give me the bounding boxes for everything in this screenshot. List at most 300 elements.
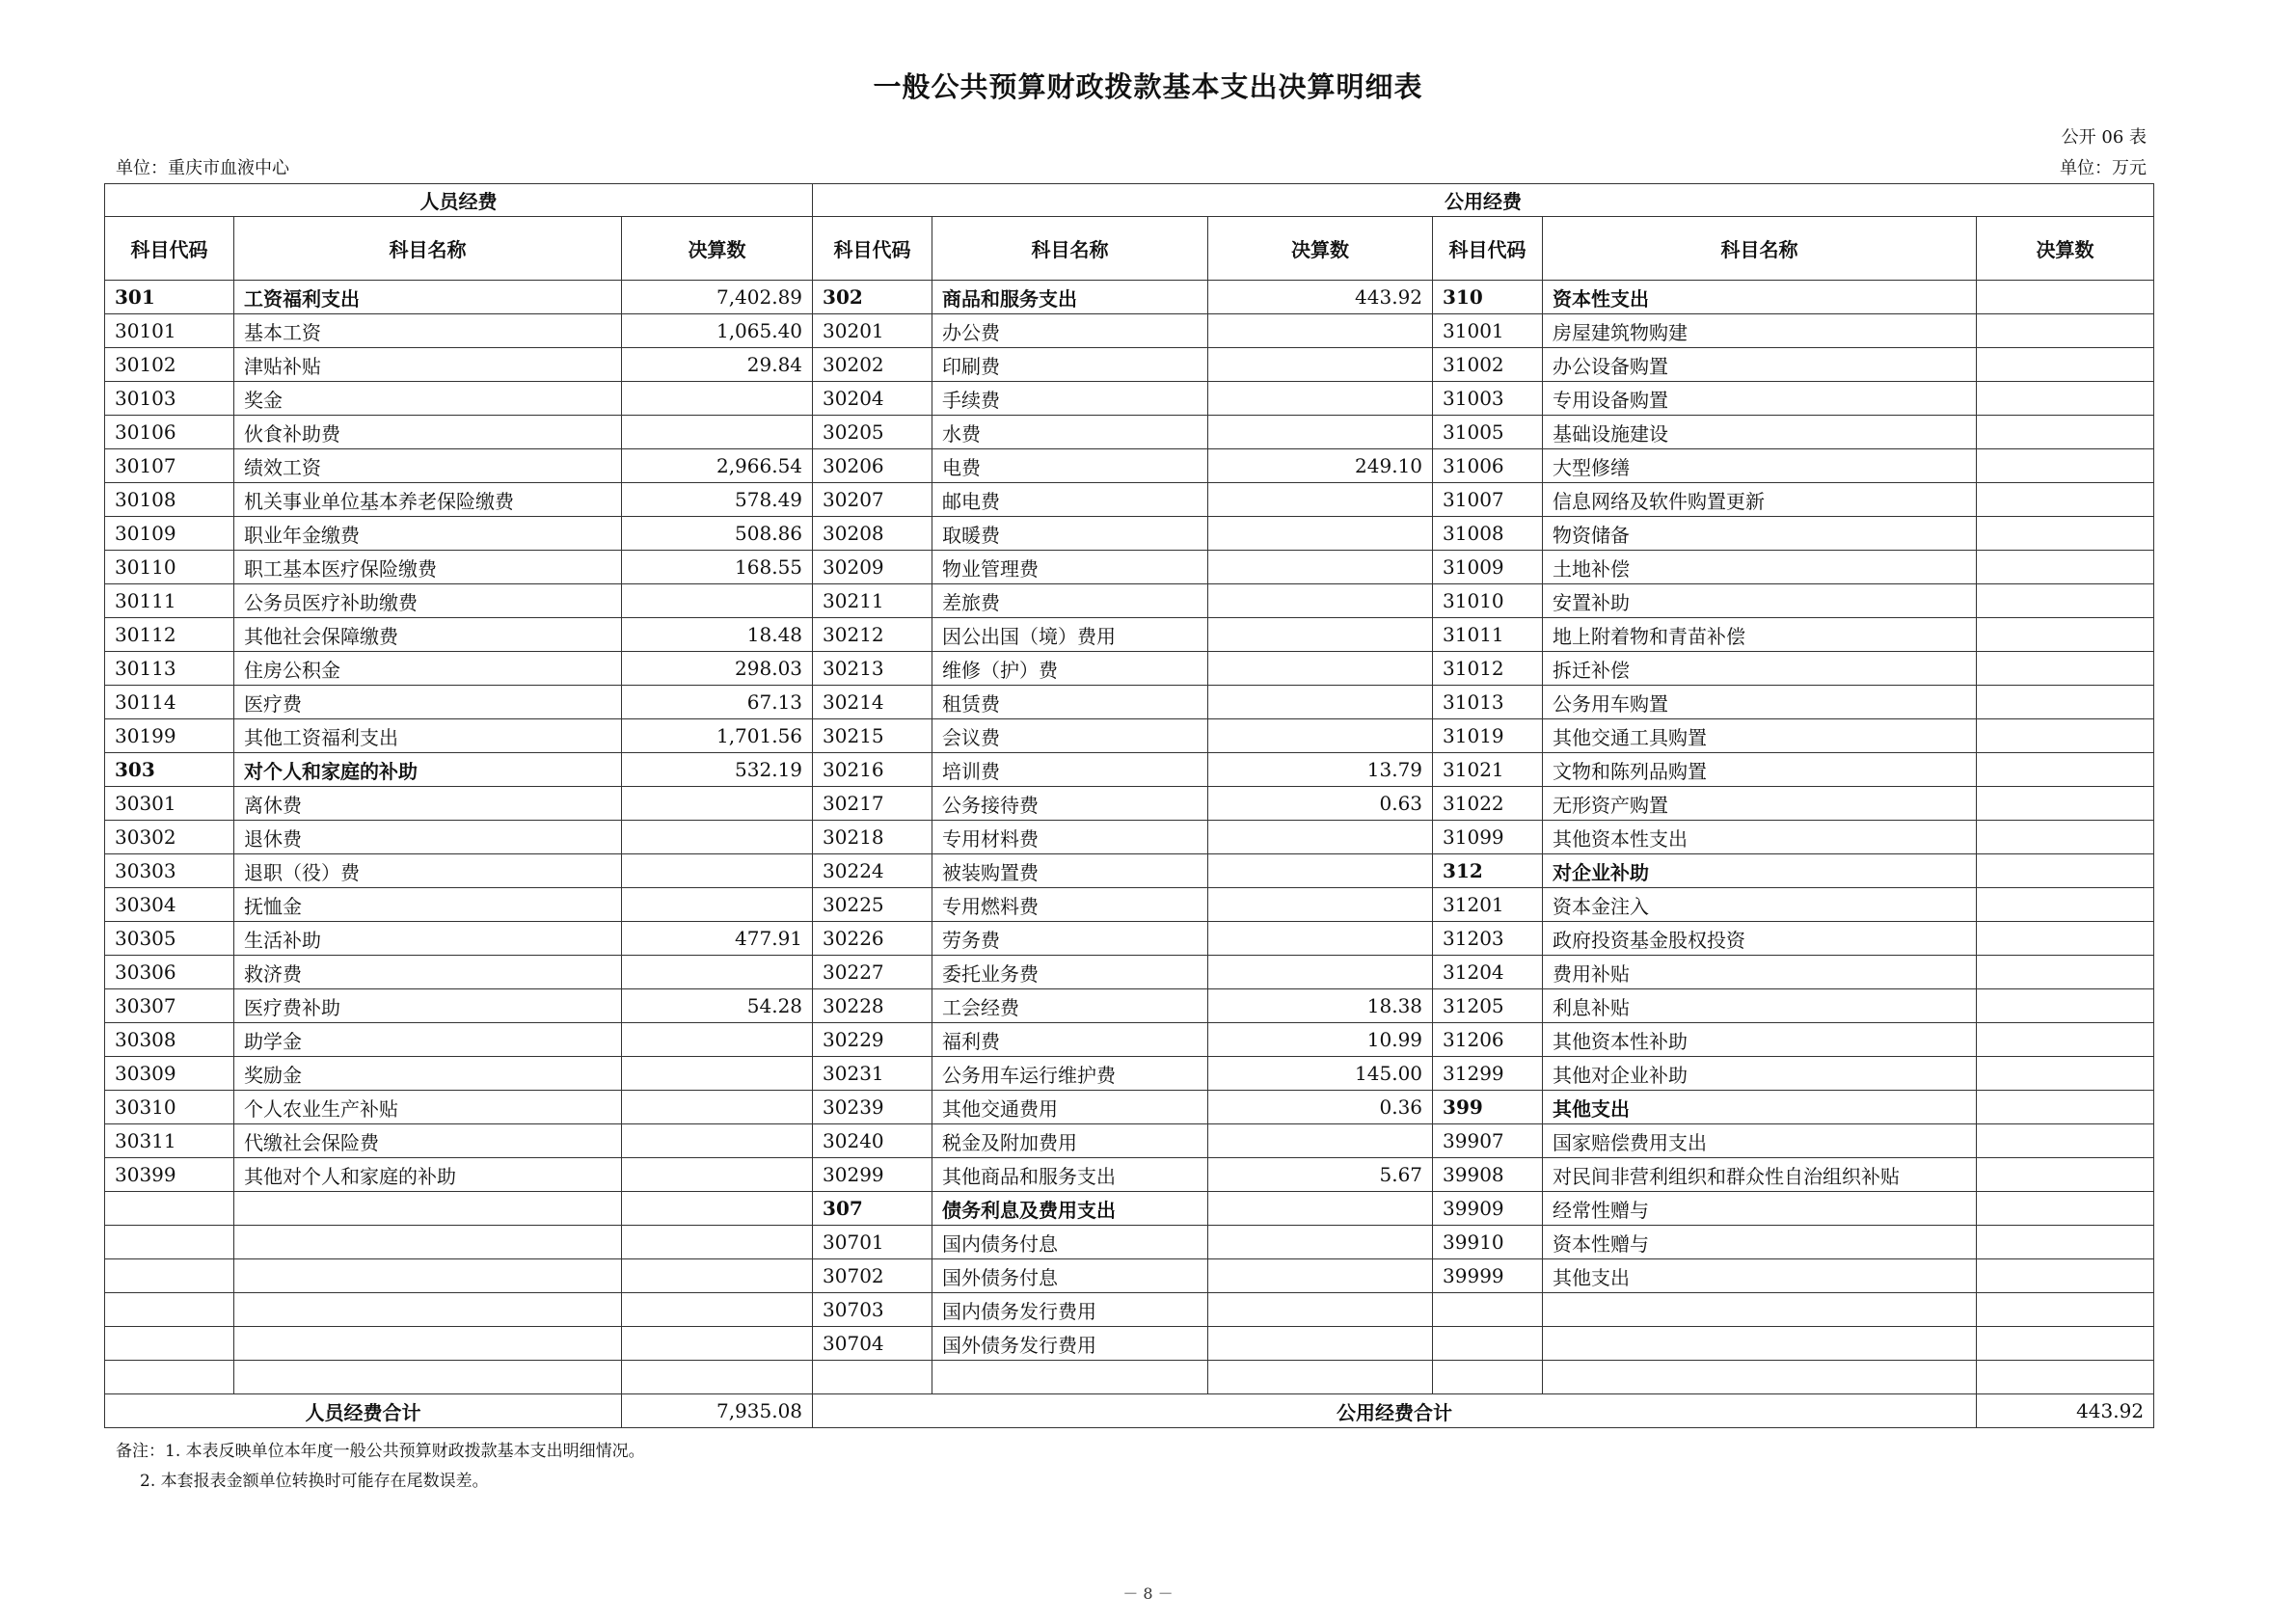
cell-code xyxy=(105,1259,234,1293)
cell-name: 工资福利支出 xyxy=(234,281,622,314)
cell-amount: 145.00 xyxy=(1208,1057,1433,1091)
cell-code: 30199 xyxy=(105,719,234,753)
cell-name: 经常性赠与 xyxy=(1543,1192,1977,1226)
cell-name: 对民间非营利组织和群众性自治组织补贴 xyxy=(1543,1158,1977,1192)
table-row xyxy=(105,584,2154,618)
cell-name: 医疗费 xyxy=(234,686,622,719)
unit-currency: 单位：万元 xyxy=(2060,158,2147,178)
cell-name: 利息补贴 xyxy=(1543,989,1977,1023)
cell-code: 310 xyxy=(1433,281,1543,314)
cell-code: 30214 xyxy=(813,686,932,719)
cell-code: 301 xyxy=(105,281,234,314)
table-row xyxy=(105,956,2154,989)
cell-name: 地上附着物和青苗补偿 xyxy=(1543,618,1977,652)
cell-amount xyxy=(622,1293,813,1327)
cell-code: 30307 xyxy=(105,989,234,1023)
cell-name: 拆迁补偿 xyxy=(1543,652,1977,686)
cell-code: 30114 xyxy=(105,686,234,719)
cell-amount xyxy=(1208,382,1433,416)
cell-amount xyxy=(1977,1091,2154,1124)
table-row xyxy=(105,821,2154,854)
cell-amount xyxy=(1208,956,1433,989)
cell-amount xyxy=(1977,888,2154,922)
cell-name: 水费 xyxy=(932,416,1208,449)
cell-code: 30309 xyxy=(105,1057,234,1091)
cell-code: 31206 xyxy=(1433,1023,1543,1057)
cell-code: 30310 xyxy=(105,1091,234,1124)
cell-amount xyxy=(1977,753,2154,787)
cell-name: 其他工资福利支出 xyxy=(234,719,622,753)
cell-code: 30301 xyxy=(105,787,234,821)
cell-amount xyxy=(1208,1293,1433,1327)
cell-name: 职业年金缴费 xyxy=(234,517,622,551)
cell-amount xyxy=(1977,719,2154,753)
cell-name: 邮电费 xyxy=(932,483,1208,517)
header-code: 科目代码 xyxy=(105,217,234,281)
cell-amount xyxy=(622,854,813,888)
cell-amount xyxy=(622,416,813,449)
cell-name: 会议费 xyxy=(932,719,1208,753)
cell-name: 房屋建筑物购建 xyxy=(1543,314,1977,348)
table-row xyxy=(105,922,2154,956)
cell-code: 30110 xyxy=(105,551,234,584)
cell-code: 30299 xyxy=(813,1158,932,1192)
cell-amount: 578.49 xyxy=(622,483,813,517)
cell-amount xyxy=(622,584,813,618)
cell-amount xyxy=(622,1327,813,1361)
table-row xyxy=(105,314,2154,348)
table-row xyxy=(105,1057,2154,1091)
cell-code: 30109 xyxy=(105,517,234,551)
cell-code: 30213 xyxy=(813,652,932,686)
cell-name: 安置补助 xyxy=(1543,584,1977,618)
totals-row xyxy=(105,1394,2154,1428)
cell-name: 劳务费 xyxy=(932,922,1208,956)
table-row xyxy=(105,449,2154,483)
cell-code: 30206 xyxy=(813,449,932,483)
table-row xyxy=(105,989,2154,1023)
cell-name: 因公出国（境）费用 xyxy=(932,618,1208,652)
cell-name: 其他交通费用 xyxy=(932,1091,1208,1124)
cell-name: 退休费 xyxy=(234,821,622,854)
cell-code xyxy=(1433,1293,1543,1327)
cell-amount xyxy=(622,1361,813,1394)
cell-code: 30703 xyxy=(813,1293,932,1327)
cell-name: 专用设备购置 xyxy=(1543,382,1977,416)
cell-amount: 1,701.56 xyxy=(622,719,813,753)
cell-code: 312 xyxy=(1433,854,1543,888)
cell-amount xyxy=(1208,1327,1433,1361)
cell-code: 31203 xyxy=(1433,922,1543,956)
cell-name xyxy=(932,1361,1208,1394)
cell-name: 培训费 xyxy=(932,753,1208,787)
table-row xyxy=(105,1361,2154,1394)
cell-name: 绩效工资 xyxy=(234,449,622,483)
cell-amount: 532.19 xyxy=(622,753,813,787)
cell-code: 30704 xyxy=(813,1327,932,1361)
cell-amount xyxy=(1208,348,1433,382)
cell-amount xyxy=(1208,922,1433,956)
cell-code: 30303 xyxy=(105,854,234,888)
public-total-value: 443.92 xyxy=(1977,1394,2154,1428)
cell-amount xyxy=(1977,449,2154,483)
cell-amount xyxy=(1977,1192,2154,1226)
header-name: 科目名称 xyxy=(1543,217,1977,281)
cell-amount xyxy=(1208,1192,1433,1226)
cell-amount xyxy=(1208,1124,1433,1158)
cell-name: 救济费 xyxy=(234,956,622,989)
cell-amount xyxy=(622,1091,813,1124)
cell-name: 租赁费 xyxy=(932,686,1208,719)
cell-code xyxy=(813,1361,932,1394)
table-row xyxy=(105,1327,2154,1361)
cell-amount xyxy=(1977,1023,2154,1057)
cell-name: 退职（役）费 xyxy=(234,854,622,888)
cell-amount: 168.55 xyxy=(622,551,813,584)
unit-organization: 单位：重庆市血液中心 xyxy=(116,158,289,178)
cell-code: 30218 xyxy=(813,821,932,854)
cell-amount: 477.91 xyxy=(622,922,813,956)
cell-code: 30227 xyxy=(813,956,932,989)
cell-name: 其他社会保障缴费 xyxy=(234,618,622,652)
cell-code: 30106 xyxy=(105,416,234,449)
cell-amount xyxy=(1208,618,1433,652)
cell-amount xyxy=(1208,483,1433,517)
cell-code: 307 xyxy=(813,1192,932,1226)
table-row xyxy=(105,719,2154,753)
page-title: 一般公共预算财政拨款基本支出决算明细表 xyxy=(873,70,1423,103)
cell-amount xyxy=(622,1124,813,1158)
table-row xyxy=(105,551,2154,584)
table-row xyxy=(105,686,2154,719)
cell-name: 政府投资基金股权投资 xyxy=(1543,922,1977,956)
cell-amount xyxy=(1977,686,2154,719)
cell-name xyxy=(234,1226,622,1259)
cell-code: 31012 xyxy=(1433,652,1543,686)
cell-amount: 298.03 xyxy=(622,652,813,686)
cell-code: 30211 xyxy=(813,584,932,618)
cell-name: 津贴补贴 xyxy=(234,348,622,382)
cell-code xyxy=(1433,1361,1543,1394)
cell-name: 物资储备 xyxy=(1543,517,1977,551)
cell-code xyxy=(105,1293,234,1327)
cell-name: 无形资产购置 xyxy=(1543,787,1977,821)
cell-name: 办公设备购置 xyxy=(1543,348,1977,382)
cell-code: 30101 xyxy=(105,314,234,348)
cell-amount xyxy=(1208,1226,1433,1259)
cell-name: 文物和陈列品购置 xyxy=(1543,753,1977,787)
cell-code: 31022 xyxy=(1433,787,1543,821)
cell-code: 302 xyxy=(813,281,932,314)
table-row xyxy=(105,787,2154,821)
header-code: 科目代码 xyxy=(813,217,932,281)
cell-amount: 13.79 xyxy=(1208,753,1433,787)
cell-amount xyxy=(1208,686,1433,719)
cell-name: 离休费 xyxy=(234,787,622,821)
cell-code: 39999 xyxy=(1433,1259,1543,1293)
cell-name: 专用材料费 xyxy=(932,821,1208,854)
cell-amount xyxy=(1977,922,2154,956)
cell-amount xyxy=(1977,989,2154,1023)
table-row xyxy=(105,753,2154,787)
cell-name: 奖励金 xyxy=(234,1057,622,1091)
cell-amount: 443.92 xyxy=(1208,281,1433,314)
cell-amount xyxy=(622,1057,813,1091)
table-row xyxy=(105,483,2154,517)
cell-code: 31011 xyxy=(1433,618,1543,652)
cell-amount: 54.28 xyxy=(622,989,813,1023)
cell-name: 个人农业生产补贴 xyxy=(234,1091,622,1124)
cell-amount xyxy=(622,1259,813,1293)
cell-name: 国内债务付息 xyxy=(932,1226,1208,1259)
cell-amount: 67.13 xyxy=(622,686,813,719)
cell-amount xyxy=(1977,821,2154,854)
cell-amount: 18.48 xyxy=(622,618,813,652)
cell-code: 30202 xyxy=(813,348,932,382)
cell-code: 30201 xyxy=(813,314,932,348)
cell-code xyxy=(105,1327,234,1361)
cell-name: 国家赔偿费用支出 xyxy=(1543,1124,1977,1158)
cell-amount xyxy=(622,821,813,854)
table-row xyxy=(105,1293,2154,1327)
form-code: 公开 06 表 xyxy=(2061,127,2147,148)
cell-name: 差旅费 xyxy=(932,584,1208,618)
cell-name: 其他支出 xyxy=(1543,1259,1977,1293)
public-total-label: 公用经费合计 xyxy=(813,1394,1977,1428)
cell-amount xyxy=(1208,652,1433,686)
cell-code: 31013 xyxy=(1433,686,1543,719)
cell-amount xyxy=(1208,854,1433,888)
cell-name: 代缴社会保险费 xyxy=(234,1124,622,1158)
header-amount: 决算数 xyxy=(1977,217,2154,281)
cell-amount xyxy=(1208,416,1433,449)
cell-name: 物业管理费 xyxy=(932,551,1208,584)
table-row xyxy=(105,517,2154,551)
cell-amount: 5.67 xyxy=(1208,1158,1433,1192)
cell-amount xyxy=(622,956,813,989)
cell-amount xyxy=(1977,281,2154,314)
cell-code: 31021 xyxy=(1433,753,1543,787)
cell-code xyxy=(105,1192,234,1226)
cell-code: 30305 xyxy=(105,922,234,956)
cell-code: 30217 xyxy=(813,787,932,821)
cell-name xyxy=(234,1327,622,1361)
table-row xyxy=(105,1124,2154,1158)
cell-code: 31005 xyxy=(1433,416,1543,449)
table-body xyxy=(105,281,2154,1394)
cell-amount xyxy=(1977,314,2154,348)
cell-code: 30208 xyxy=(813,517,932,551)
cell-name: 住房公积金 xyxy=(234,652,622,686)
header-name: 科目名称 xyxy=(234,217,622,281)
cell-name: 国内债务发行费用 xyxy=(932,1293,1208,1327)
cell-name: 工会经费 xyxy=(932,989,1208,1023)
cell-code: 30228 xyxy=(813,989,932,1023)
cell-amount xyxy=(622,787,813,821)
cell-name: 其他交通工具购置 xyxy=(1543,719,1977,753)
cell-code: 30701 xyxy=(813,1226,932,1259)
cell-name: 取暖费 xyxy=(932,517,1208,551)
cell-name: 对企业补助 xyxy=(1543,854,1977,888)
cell-code: 31010 xyxy=(1433,584,1543,618)
cell-code: 31299 xyxy=(1433,1057,1543,1091)
cell-code: 30231 xyxy=(813,1057,932,1091)
cell-name: 债务利息及费用支出 xyxy=(932,1192,1208,1226)
cell-name: 土地补偿 xyxy=(1543,551,1977,584)
cell-code: 31003 xyxy=(1433,382,1543,416)
cell-name: 资本性支出 xyxy=(1543,281,1977,314)
cell-name xyxy=(1543,1327,1977,1361)
cell-code: 39910 xyxy=(1433,1226,1543,1259)
cell-amount xyxy=(622,1226,813,1259)
cell-name: 专用燃料费 xyxy=(932,888,1208,922)
cell-name: 抚恤金 xyxy=(234,888,622,922)
cell-code: 30226 xyxy=(813,922,932,956)
cell-name: 资本性赠与 xyxy=(1543,1226,1977,1259)
cell-name: 助学金 xyxy=(234,1023,622,1057)
cell-amount xyxy=(622,888,813,922)
note-2: 2. 本套报表金额单位转换时可能存在尾数误差。 xyxy=(140,1472,489,1491)
header-code: 科目代码 xyxy=(1433,217,1543,281)
cell-code: 30113 xyxy=(105,652,234,686)
cell-name: 其他资本性支出 xyxy=(1543,821,1977,854)
cell-name: 资本金注入 xyxy=(1543,888,1977,922)
cell-code: 31006 xyxy=(1433,449,1543,483)
cell-name: 基础设施建设 xyxy=(1543,416,1977,449)
table-row xyxy=(105,1192,2154,1226)
table-row xyxy=(105,348,2154,382)
cell-code: 31008 xyxy=(1433,517,1543,551)
cell-amount xyxy=(1977,551,2154,584)
cell-code: 31204 xyxy=(1433,956,1543,989)
cell-amount xyxy=(1208,888,1433,922)
cell-amount xyxy=(1977,1259,2154,1293)
header-amount: 决算数 xyxy=(622,217,813,281)
cell-amount xyxy=(1977,1226,2154,1259)
cell-name: 信息网络及软件购置更新 xyxy=(1543,483,1977,517)
cell-amount xyxy=(1977,1293,2154,1327)
cell-name: 商品和服务支出 xyxy=(932,281,1208,314)
cell-amount xyxy=(1977,956,2154,989)
cell-code: 30229 xyxy=(813,1023,932,1057)
cell-code xyxy=(1433,1327,1543,1361)
cell-name: 被装购置费 xyxy=(932,854,1208,888)
cell-name: 公务接待费 xyxy=(932,787,1208,821)
cell-amount: 508.86 xyxy=(622,517,813,551)
cell-code: 39909 xyxy=(1433,1192,1543,1226)
cell-code: 30207 xyxy=(813,483,932,517)
cell-amount xyxy=(1977,348,2154,382)
cell-code: 30102 xyxy=(105,348,234,382)
cell-code: 30225 xyxy=(813,888,932,922)
cell-amount xyxy=(1208,584,1433,618)
cell-amount: 1,065.40 xyxy=(622,314,813,348)
cell-name: 职工基本医疗保险缴费 xyxy=(234,551,622,584)
table-row xyxy=(105,1158,2154,1192)
cell-name: 其他对企业补助 xyxy=(1543,1057,1977,1091)
cell-amount xyxy=(1208,821,1433,854)
cell-amount xyxy=(1977,1361,2154,1394)
table-row xyxy=(105,382,2154,416)
cell-amount xyxy=(1977,483,2154,517)
cell-code: 30215 xyxy=(813,719,932,753)
cell-amount xyxy=(1208,1361,1433,1394)
cell-code: 30111 xyxy=(105,584,234,618)
cell-amount xyxy=(622,382,813,416)
cell-name: 其他商品和服务支出 xyxy=(932,1158,1208,1192)
cell-name: 其他支出 xyxy=(1543,1091,1977,1124)
cell-code: 31019 xyxy=(1433,719,1543,753)
cell-name: 伙食补助费 xyxy=(234,416,622,449)
cell-name: 印刷费 xyxy=(932,348,1208,382)
cell-name: 公务员医疗补助缴费 xyxy=(234,584,622,618)
cell-name xyxy=(1543,1293,1977,1327)
section-personnel: 人员经费 xyxy=(105,184,813,217)
cell-amount: 249.10 xyxy=(1208,449,1433,483)
cell-code: 31001 xyxy=(1433,314,1543,348)
cell-amount xyxy=(1977,1057,2154,1091)
cell-amount: 0.63 xyxy=(1208,787,1433,821)
cell-name: 国外债务付息 xyxy=(932,1259,1208,1293)
cell-code: 30304 xyxy=(105,888,234,922)
cell-code: 30306 xyxy=(105,956,234,989)
cell-code: 31201 xyxy=(1433,888,1543,922)
cell-name xyxy=(1543,1361,1977,1394)
cell-code: 30239 xyxy=(813,1091,932,1124)
cell-code: 399 xyxy=(1433,1091,1543,1124)
cell-name: 医疗费补助 xyxy=(234,989,622,1023)
cell-name xyxy=(234,1293,622,1327)
cell-code: 30224 xyxy=(813,854,932,888)
personnel-total-value: 7,935.08 xyxy=(622,1394,813,1428)
cell-code: 30205 xyxy=(813,416,932,449)
cell-code: 303 xyxy=(105,753,234,787)
cell-name: 维修（护）费 xyxy=(932,652,1208,686)
cell-amount: 0.36 xyxy=(1208,1091,1433,1124)
note-1: 备注：1. 本表反映单位本年度一般公共预算财政拨款基本支出明细情况。 xyxy=(116,1442,645,1461)
cell-amount: 29.84 xyxy=(622,348,813,382)
cell-name: 国外债务发行费用 xyxy=(932,1327,1208,1361)
header-amount: 决算数 xyxy=(1208,217,1433,281)
section-public: 公用经费 xyxy=(813,184,2154,217)
table-row xyxy=(105,1226,2154,1259)
cell-amount xyxy=(1977,1124,2154,1158)
column-header-row xyxy=(105,217,2154,281)
cell-name: 税金及附加费用 xyxy=(932,1124,1208,1158)
cell-amount xyxy=(1977,382,2154,416)
cell-amount xyxy=(1208,1259,1433,1293)
cell-amount xyxy=(1208,719,1433,753)
cell-amount xyxy=(1977,584,2154,618)
cell-amount xyxy=(622,1023,813,1057)
personnel-total-label: 人员经费合计 xyxy=(105,1394,622,1428)
cell-code: 30311 xyxy=(105,1124,234,1158)
cell-code: 30107 xyxy=(105,449,234,483)
cell-code: 30702 xyxy=(813,1259,932,1293)
cell-amount xyxy=(1977,1327,2154,1361)
cell-code: 39908 xyxy=(1433,1158,1543,1192)
table-row xyxy=(105,1091,2154,1124)
cell-name: 奖金 xyxy=(234,382,622,416)
cell-amount xyxy=(1977,787,2154,821)
cell-amount xyxy=(1977,416,2154,449)
cell-code: 31099 xyxy=(1433,821,1543,854)
cell-code: 30302 xyxy=(105,821,234,854)
cell-name: 其他资本性补助 xyxy=(1543,1023,1977,1057)
table-row xyxy=(105,416,2154,449)
cell-code: 30209 xyxy=(813,551,932,584)
cell-name: 委托业务费 xyxy=(932,956,1208,989)
